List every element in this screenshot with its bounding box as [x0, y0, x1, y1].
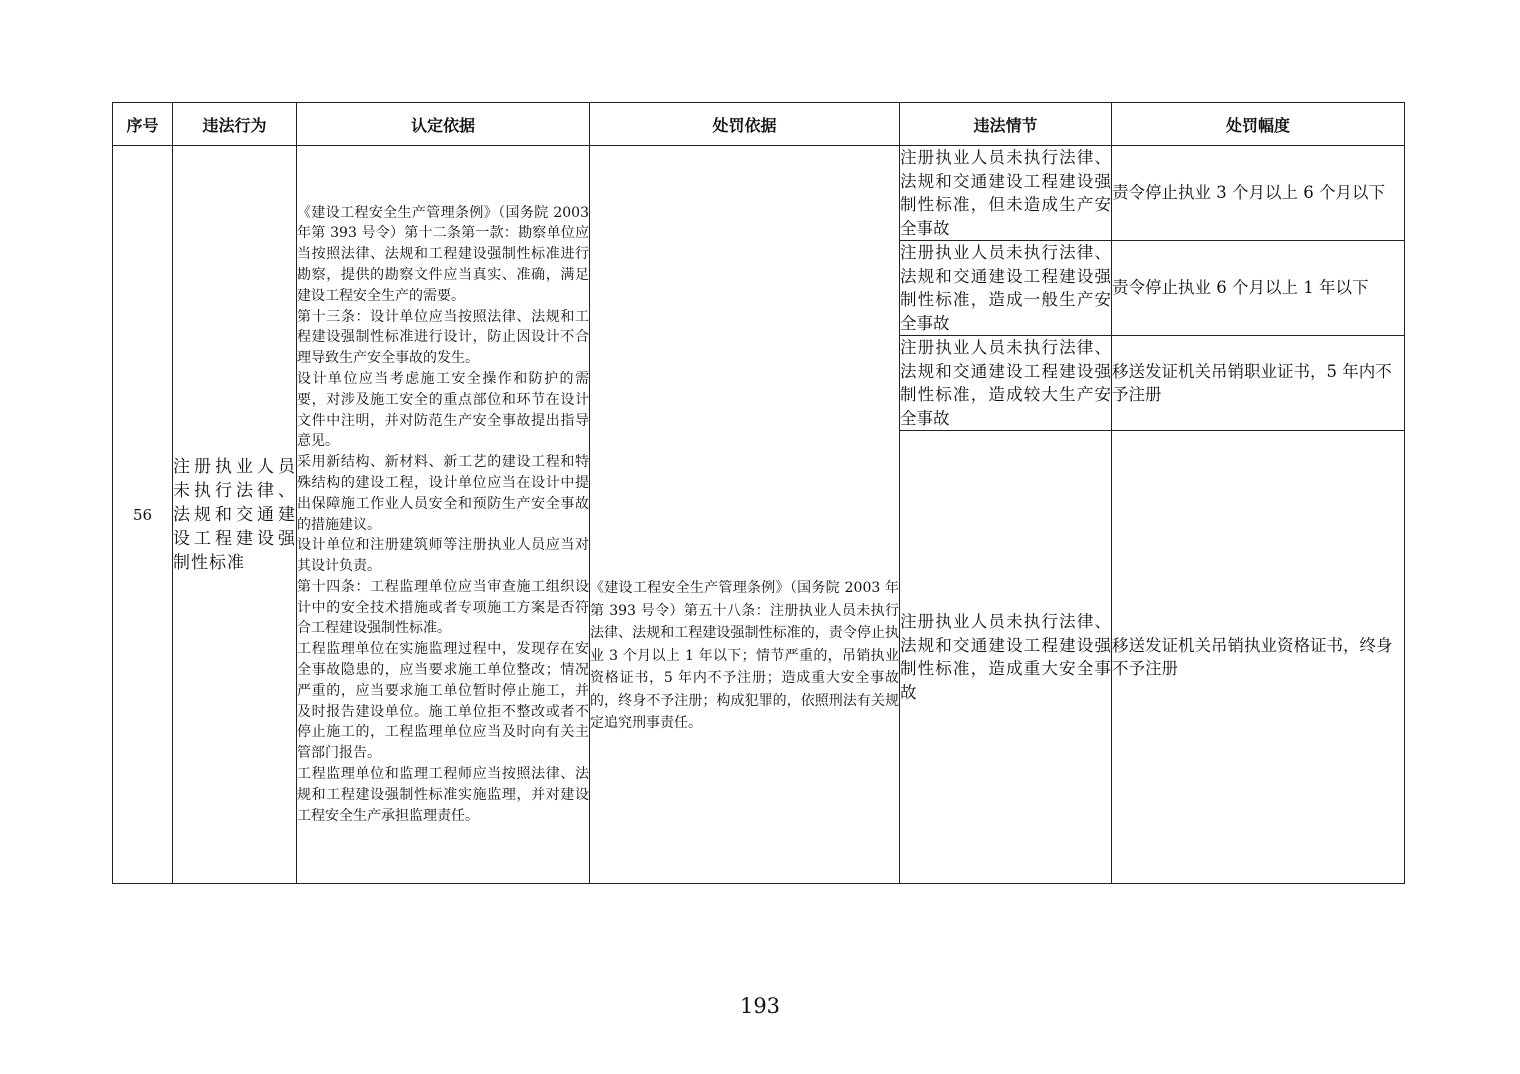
penalty-range-cell: 移送发证机关吊销职业证书，5 年内不予注册	[1112, 336, 1405, 431]
basis-paragraph: 采用新结构、新材料、新工艺的建设工程和特殊结构的建设工程，设计单位应当在设计中提出保障施工作业人员安全和预防生产安全事故的措施建议。	[297, 454, 589, 533]
header-penalty-range: 处罚幅度	[1112, 103, 1405, 146]
header-row	[113, 103, 1405, 146]
header-circumstance: 违法情节	[900, 103, 1112, 146]
circumstance-cell: 注册执业人员未执行法律、法规和交通建设工程建设强制性标准，造成较大生产安全事故	[900, 336, 1112, 431]
circumstance-cell: 注册执业人员未执行法律、法规和交通建设工程建设强制性标准，但未造成生产安全事故	[900, 146, 1112, 241]
penalty-table	[112, 102, 1405, 884]
basis-paragraph: 第十四条：工程监理单位应当审查施工组织设计中的安全技术措施或者专项施工方案是否符合工程建设强制性标准。	[297, 578, 589, 637]
penalty-range-cell: 责令停止执业 3 个月以上 6 个月以下	[1112, 146, 1405, 241]
penalty-range-cell: 移送发证机关吊销执业资格证书，终身不予注册	[1112, 431, 1405, 884]
header-penalty-basis: 处罚依据	[590, 103, 900, 146]
table-row	[113, 146, 1405, 241]
basis-paragraph: 第十三条：设计单位应当按照法律、法规和工程建设强制性标准进行设计，防止因设计不合理导致生产安全事故的发生。	[297, 308, 589, 367]
penalty-range-cell: 责令停止执业 6 个月以上 1 年以下	[1112, 241, 1405, 336]
circumstance-cell: 注册执业人员未执行法律、法规和交通建设工程建设强制性标准，造成重大安全事故	[900, 431, 1112, 884]
header-violation: 违法行为	[173, 103, 297, 146]
violation-cell: 注册执业人员未执行法律、法规和交通建设工程建设强制性标准	[173, 146, 297, 884]
basis-paragraph: 工程监理单位和监理工程师应当按照法律、法规和工程建设强制性标准实施监理，并对建设工程安全生产承担监理责任。	[297, 766, 589, 824]
row-seq: 56	[113, 146, 173, 884]
circumstance-cell: 注册执业人员未执行法律、法规和交通建设工程建设强制性标准，造成一般生产安全事故	[900, 241, 1112, 336]
basis-paragraph: 工程监理单位在实施监理过程中，发现存在安全事故隐患的，应当要求施工单位整改；情况严重的，应当要求施工单位暂时停止施工，并及时报告建设单位。施工单位拒不整改或者不停止施工的，工程监理单位应当及时向有关主管部门报告。	[297, 641, 589, 762]
basis-paragraph: 设计单位和注册建筑师等注册执业人员应当对其设计负责。	[297, 537, 589, 575]
basis-paragraph: 《建设工程安全生产管理条例》（国务院 2003 年第 393 号令）第十二条第一款：勘察单位应当按照法律、法规和工程建设强制性标准进行勘察，提供的勘察文件应当真实、准确，满足建设工程安全生产的需要。	[297, 204, 589, 304]
header-seq: 序号	[113, 103, 173, 146]
penalty-basis-cell	[590, 146, 900, 884]
page-number: 193	[739, 994, 781, 1018]
penalty-basis-text: 《建设工程安全生产管理条例》（国务院 2003 年第 393 号令）第五十八条：注册执业人员未执行法律、法规和工程建设强制性标准的，责令停止执业 3 个月以上 1 年以下；情节严重的，吊销执业资格证书，5 年内不予注册；造成重大安全事故的，终身不予注册；构成犯罪的，依照刑法有关规定追究刑事责任。	[590, 580, 899, 732]
header-basis: 认定依据	[297, 103, 590, 146]
basis-paragraph: 设计单位应当考虑施工安全操作和防护的需要，对涉及施工安全的重点部位和环节在设计文件中注明，并对防范生产安全事故提出指导意见。	[297, 370, 589, 450]
basis-cell	[297, 146, 590, 884]
